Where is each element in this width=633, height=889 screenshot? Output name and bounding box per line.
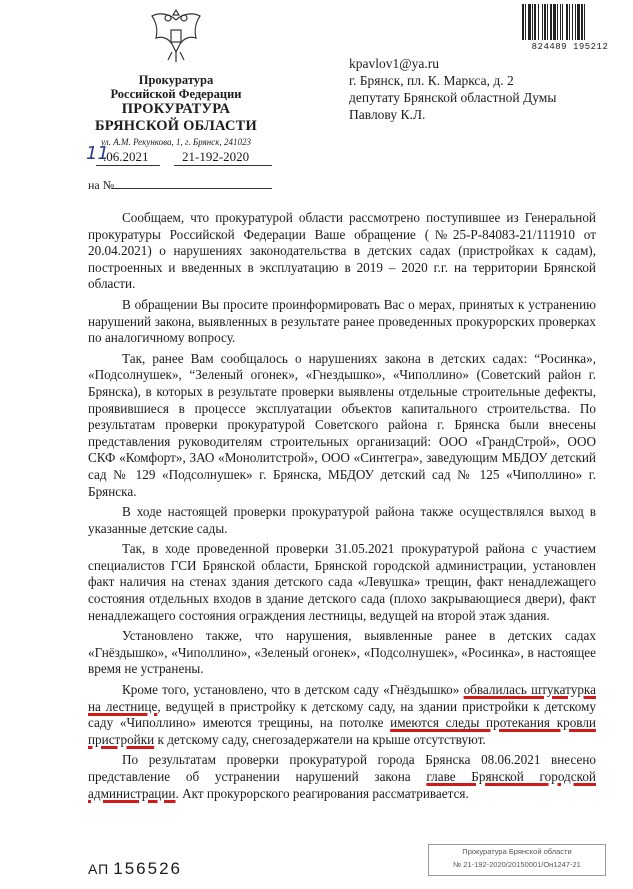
reply-to-underline — [112, 188, 272, 189]
paragraph-7 — [88, 682, 596, 748]
registration-stamp — [428, 844, 606, 876]
paragraph-2: В обращении Вы просите проинформировать Вас о мерах, принятых к устранению нарушений закона, выявленных в результате ранее проведенных прокурорских проверках по аналогичному вопросу. — [88, 296, 596, 346]
serial-number: 156526 — [113, 859, 182, 878]
barcode-digits: 824489 195212 — [531, 42, 609, 52]
highlight-roof-leaks: имеются следы протекания кровли пристройки — [88, 715, 596, 747]
paragraph-4: В ходе настоящей проверки прокуратурой района также осуществлялся выход в указанные детские сады. — [88, 504, 596, 536]
form-serial — [88, 859, 182, 879]
p8-text-b: . Акт прокурорского реагирования рассматривается. — [175, 785, 469, 801]
stamp-line1: Прокуратура Брянской области — [462, 847, 572, 856]
letterhead — [66, 73, 286, 149]
p7-text-b: , ведущей в пристройку к детскому саду, на здании пристройки к детскому саду «Чиполлино» имеются трещины, на потолке — [88, 698, 596, 731]
serial-prefix: АП — [88, 861, 110, 877]
paragraph-5: Так, в ходе проведенной проверки 31.05.2021 прокуратурой района с участием специалистов ГСИ Брянской области, Брянской городской администрации, установлен факт наличия на стенах здания детского сада «Левушка» трещин, факт ненадлежащего состояния отдельных входов в здание детского сада (плохо закрывающиеся двери), факт ненадлежащего состояния ограждения лестницы, ведущей на второй этаж здания. — [88, 541, 596, 623]
p8-text-a: По результатам проверки прокуратурой города Брянска 08.06.2021 внесено представление об устранении нарушений закона — [88, 752, 596, 784]
letter-body — [88, 210, 596, 806]
office-line2: Российской Федерации — [110, 87, 242, 101]
reply-to-line — [88, 178, 114, 193]
p7-text-a: Кроме того, установлено, что в детском саду «Гнёздышко» — [122, 682, 464, 698]
letter-number: 21-192-2020 — [182, 149, 250, 164]
highlight-plaster: обвалилась штукатурка на лестнице — [88, 682, 596, 714]
office-line1: Прокуратура — [138, 73, 214, 87]
recipient-block — [349, 55, 556, 123]
reply-to-label: на № — [88, 178, 115, 192]
barcode — [520, 4, 620, 52]
paragraph-6: Установлено также, что нарушения, выявленные ранее в детских садах «Гнёздышко», «Чиполлино», «Зеленый огонек», «Подсолнушек», «Росинка», в настоящее время не устранены. — [88, 628, 596, 677]
office-line4: БРЯНСКОЙ ОБЛАСТИ — [95, 118, 257, 134]
date-underline — [96, 165, 160, 166]
registration-line — [86, 143, 298, 168]
recipient-email: kpavlov1@ya.ru — [349, 56, 440, 71]
coat-of-arms-icon — [146, 6, 206, 66]
office-line3: ПРОКУРАТУРА — [121, 101, 231, 117]
date-handwritten: 11 — [86, 143, 109, 164]
p7-text-c: к детскому саду, снегозадержатели на крыше отсутствуют. — [154, 731, 486, 747]
office-address: ул. А.М. Рекункова, 1, г. Брянск, 241023 — [101, 137, 251, 147]
recipient-position: депутату Брянской областной Думы — [349, 90, 557, 105]
barcode-bars — [520, 4, 620, 40]
stamp-line2: № 21-192-2020/20150001/Он1247-21 — [453, 860, 581, 869]
recipient-address: г. Брянск, пл. К. Маркса, д. 2 — [349, 73, 514, 88]
highlight-city-head: главе Брянской городской администрации — [88, 769, 596, 801]
paragraph-1: Сообщаем, что прокуратурой области рассмотрено поступившее из Генеральной прокуратуры Российской Федерации Ваше обращение (№25-Р-84083-21/111910 от 20.04.2021) о нарушениях законодательства в детских садах (пристройках к садам), построенных и введенных в эксплуатацию в 2019 – 2020 г.г. на территории Брянской области. — [88, 210, 596, 292]
letter-date: .06.2021 — [103, 149, 149, 164]
number-underline — [174, 165, 272, 166]
paragraph-3: Так, ранее Вам сообщалось о нарушениях закона в детских садах: “Росинка», «Подсолнушек», “Зеленый огонек», «Гнездышко», «Чиполлино» (Советский район г. Брянска), в которых в результате проверки выявлены отдельные строительные дефекты, проявившиеся в процессе эксплуатации объектов капитального строительства. По результатам проверки прокуратурой Советского района г. Брянска были внесены представления руководителям строительных организаций: ООО «ГрандСтрой», ООО СКФ «Комфорт», ЗАО «Монолитстрой», ООО «Синтегра», заведующим МБДОУ детский сад № 129 «Подсолнушек» г. Брянска, МБДОУ детский сад № 125 «Чиполлино» г. Брянска. — [88, 350, 596, 499]
recipient-name: Павлову К.Л. — [349, 107, 426, 122]
paragraph-8 — [88, 752, 596, 802]
